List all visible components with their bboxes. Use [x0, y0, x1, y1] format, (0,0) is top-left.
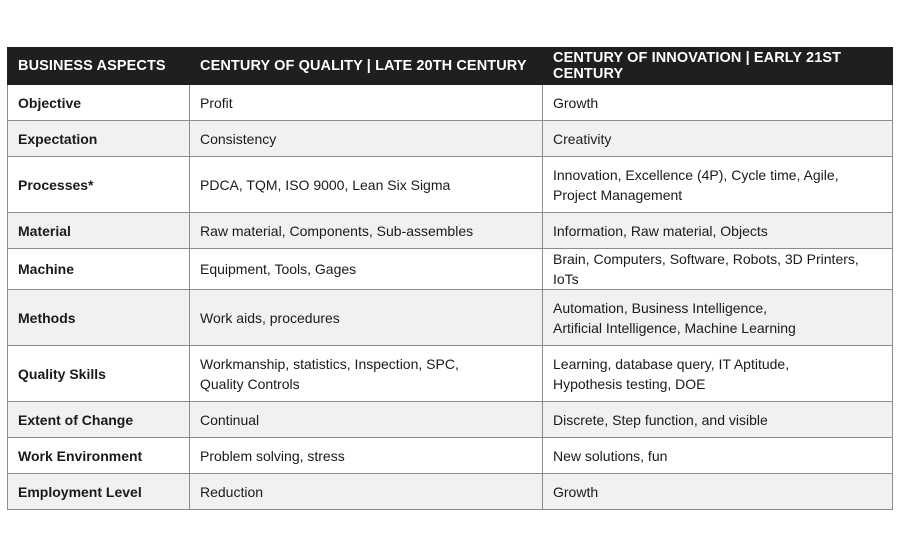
table-row [8, 213, 893, 249]
innovation-cell [543, 85, 893, 121]
quality-cell-line: Consistency [200, 130, 277, 147]
innovation-cell-line: New solutions, fun [553, 447, 668, 464]
innovation-cell [543, 402, 893, 438]
innovation-cell [543, 290, 893, 346]
header-century-of-innovation: CENTURY OF INNOVATION | EARLY 21ST CENTURY [543, 48, 893, 85]
aspect-cell: Employment Level [8, 474, 190, 510]
innovation-cell [543, 438, 893, 474]
innovation-cell-line: Hypothesis testing, DOE [553, 375, 706, 392]
innovation-cell-line: Artificial Intelligence, Machine Learning [553, 319, 796, 336]
quality-cell-line: Problem solving, stress [200, 447, 345, 464]
quality-cell [190, 213, 543, 249]
aspect-cell: Methods [8, 290, 190, 346]
quality-cell [190, 438, 543, 474]
innovation-cell-line: Project Management [553, 186, 683, 203]
header-business-aspects: BUSINESS ASPECTS [8, 48, 190, 85]
innovation-cell [543, 213, 893, 249]
innovation-cell-line: Brain, Computers, Software, Robots, 3D Printers, IoTs [553, 251, 859, 287]
quality-cell-line: Raw material, Components, Sub-assembles [200, 222, 474, 239]
quality-cell-line: PDCA, TQM, ISO 9000, Lean Six Sigma [200, 176, 451, 193]
aspect-cell: Work Environment [8, 438, 190, 474]
quality-cell [190, 121, 543, 157]
quality-cell-line: Reduction [200, 483, 264, 500]
quality-cell-line: Profit [200, 94, 233, 111]
aspect-cell: Machine [8, 249, 190, 290]
header-row [8, 48, 893, 85]
quality-cell [190, 474, 543, 510]
table-row [8, 157, 893, 213]
innovation-cell [543, 157, 893, 213]
innovation-cell-line: Creativity [553, 130, 612, 147]
table-row [8, 249, 893, 290]
table-row [8, 474, 893, 510]
comparison-table [7, 47, 893, 510]
innovation-cell-line: Discrete, Step function, and visible [553, 411, 768, 428]
quality-cell [190, 402, 543, 438]
aspect-cell: Extent of Change [8, 402, 190, 438]
quality-cell [190, 346, 543, 402]
table-row [8, 290, 893, 346]
aspect-cell: Expectation [8, 121, 190, 157]
quality-cell [190, 157, 543, 213]
quality-cell-line: Quality Controls [200, 375, 300, 392]
aspect-cell: Material [8, 213, 190, 249]
quality-cell [190, 85, 543, 121]
table-header [8, 48, 893, 85]
table-row [8, 402, 893, 438]
innovation-cell-line: Innovation, Excellence (4P), Cycle time, Agile, [553, 166, 839, 183]
quality-cell [190, 249, 543, 290]
innovation-cell-line: Automation, Business Intelligence, [553, 299, 768, 316]
innovation-cell [543, 474, 893, 510]
quality-cell-line: Equipment, Tools, Gages [200, 261, 357, 277]
innovation-cell [543, 249, 893, 290]
innovation-cell-line: Growth [553, 94, 599, 111]
aspect-cell: Quality Skills [8, 346, 190, 402]
innovation-cell [543, 121, 893, 157]
quality-cell [190, 290, 543, 346]
table-row [8, 346, 893, 402]
table-row [8, 85, 893, 121]
quality-cell-line: Work aids, procedures [200, 309, 340, 326]
quality-cell-line: Continual [200, 411, 260, 428]
quality-cell-line: Workmanship, statistics, Inspection, SPC, [200, 355, 459, 372]
innovation-cell-line: Information, Raw material, Objects [553, 222, 768, 239]
header-century-of-quality: CENTURY OF QUALITY | LATE 20TH CENTURY [190, 48, 543, 85]
innovation-cell-line: Growth [553, 483, 599, 500]
table-row [8, 438, 893, 474]
innovation-cell [543, 346, 893, 402]
table-row [8, 121, 893, 157]
aspect-cell: Objective [8, 85, 190, 121]
aspect-cell: Processes* [8, 157, 190, 213]
innovation-cell-line: Learning, database query, IT Aptitude, [553, 355, 790, 372]
table-body [8, 85, 893, 510]
